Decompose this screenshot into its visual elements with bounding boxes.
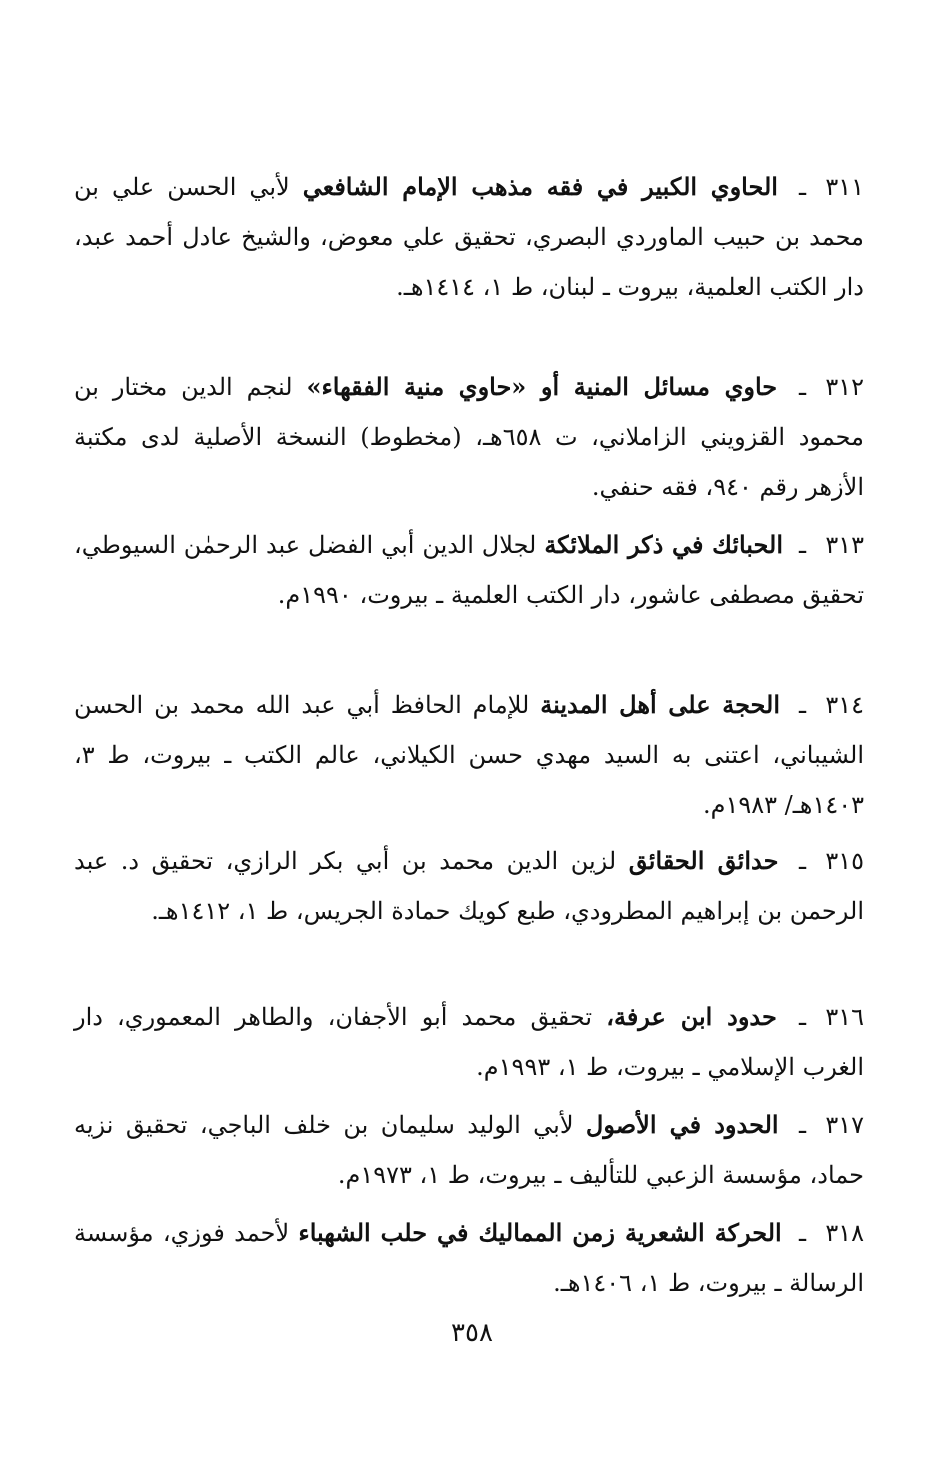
bibliography-entry-311 — [74, 162, 864, 312]
bibliography-entry-313 — [74, 520, 864, 620]
entry-title: حدود ابن عرفة، — [606, 1002, 777, 1031]
entry-number: ٣١٢ — [825, 373, 864, 401]
entry-text: تحقيق محمد أبو الأجفان، والطاهر المعموري، دار الغرب الإسلامي ـ بيروت، ط ١، ١٩٩٣م. — [74, 1003, 864, 1081]
entry-title: الحدود في الأصول — [585, 1110, 779, 1139]
entry-dash: ـ — [798, 1111, 806, 1139]
entry-dash: ـ — [798, 1003, 807, 1031]
bibliography-entry-312 — [74, 362, 864, 512]
entry-title: الحبائك في ذكر الملائكة — [544, 530, 784, 559]
entry-title: الحاوي الكبير في فقه مذهب الإمام الشافعي — [302, 172, 778, 201]
bibliography-entry-318 — [74, 1208, 864, 1308]
entry-title: الحجة على أهل المدينة — [540, 690, 781, 719]
entry-number: ٣١٤ — [825, 691, 864, 719]
bibliography-entry-315 — [74, 836, 864, 936]
entry-title: حاوي مسائل المنية أو «حاوي منية الفقهاء» — [306, 372, 778, 401]
entry-dash: ـ — [798, 1219, 806, 1247]
entry-title: حدائق الحقائق — [628, 846, 779, 875]
entry-text: لأبي الوليد سليمان بن خلف الباجي، تحقيق نزيه حماد، مؤسسة الزعبي للتأليف ـ بيروت، ط ١، ١٩٧٣م. — [74, 1111, 864, 1189]
entry-text: لجلال الدين أبي الفضل عبد الرحمٰن السيوطي، تحقيق مصطفى عاشور، دار الكتب العلمية ـ بيروت، ١٩٩٠م. — [74, 531, 864, 609]
entry-dash: ـ — [798, 373, 806, 401]
entry-number: ٣١٧ — [825, 1111, 864, 1139]
entry-number: ٣١١ — [825, 173, 864, 201]
entry-number: ٣١٥ — [825, 847, 865, 875]
entry-dash: ـ — [798, 173, 806, 201]
entry-text: لزين الدين محمد بن أبي بكر الرازي، تحقيق د. عبد الرحمن بن إبراهيم المطرودي، طبع كويك حمادة الجريس، ط ١، ١٤١٢هـ. — [74, 847, 864, 925]
entry-dash: ـ — [798, 531, 806, 559]
entry-number: ٣١٦ — [825, 1003, 865, 1031]
entry-text: لأحمد فوزي، مؤسسة الرسالة ـ بيروت، ط ١، ١٤٠٦هـ. — [74, 1219, 864, 1297]
entry-dash: ـ — [798, 847, 807, 875]
entry-text: لأبي الحسن علي بن محمد بن حبيب الماوردي البصري، تحقيق علي معوض، والشيخ عادل أحمد عبد، دار الكتب العلمية، بيروت ـ لبنان، ط ١، ١٤١٤هـ. — [74, 173, 864, 301]
entry-text: لنجم الدين مختار بن محمود القزويني الزاملاني، ت ٦٥٨هـ، (مخطوط) النسخة الأصلية لدى مكتبة الأزهر رقم ٩٤٠، فقه حنفي. — [74, 373, 864, 501]
entry-number: ٣١٣ — [825, 531, 864, 559]
entry-title: الحركة الشعرية زمن المماليك في حلب الشهباء — [298, 1218, 782, 1247]
bibliography-entry-316 — [74, 992, 864, 1092]
page-number: ٣٥٨ — [451, 1318, 493, 1348]
entry-dash: ـ — [798, 691, 806, 719]
entry-number: ٣١٨ — [825, 1219, 864, 1247]
bibliography-entry-317 — [74, 1100, 864, 1200]
entry-text: للإمام الحافظ أبي عبد الله محمد بن الحسن الشيباني، اعتنى به السيد مهدي حسن الكيلاني، عالم الكتب ـ بيروت، ط ٣، ١٤٠٣هـ/ ١٩٨٣م. — [74, 691, 864, 819]
bibliography-entry-314 — [74, 680, 864, 830]
